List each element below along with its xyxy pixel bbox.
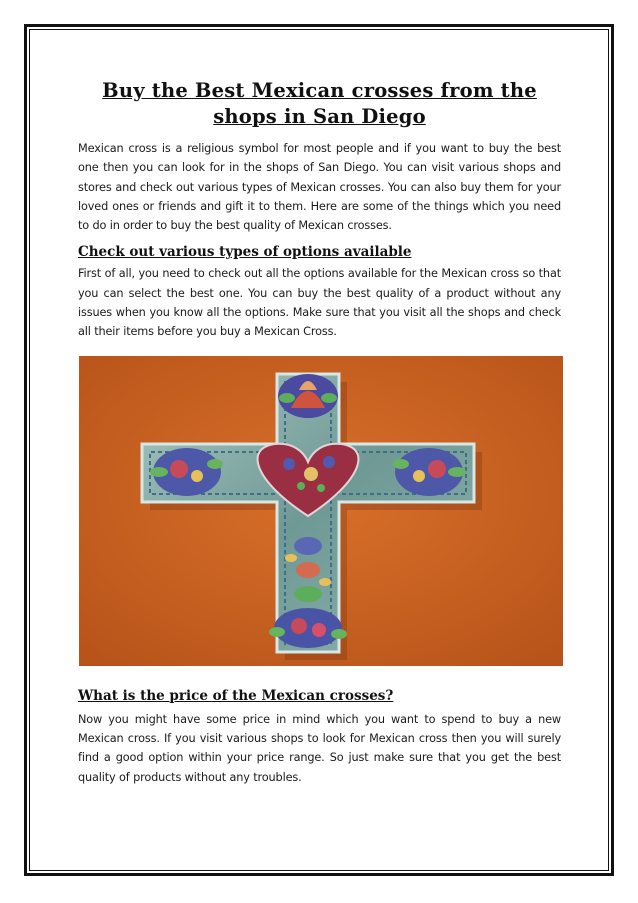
section-heading-options: Check out various types of options available — [78, 244, 412, 261]
intro-paragraph: Mexican cross is a religious symbol for most people and if you want to buy the best one then you can look for in the shops of San Diego. You can visit various shops and stores and check out various types of Mexican crosses. You can also buy them for your loved ones or friends and gift it to them. Here are some of the things which you need to do in order to buy the best quality of Mexican crosses. — [78, 142, 561, 233]
document-body — [78, 78, 561, 787]
section-heading-price: What is the price of the Mexican crosses? — [78, 687, 394, 704]
top-flower-ornament — [278, 374, 338, 418]
section-body-price: Now you might have some price in mind which you want to spend to buy a new Mexican cross. If you visit various shops to look for Mexican cross then you will surely find a good option within your price range. So just make sure that you get the best quality of products without any troubles. — [78, 712, 561, 784]
mexican-cross-photo — [79, 356, 563, 666]
cross-illustration — [79, 356, 563, 666]
section-body-options: First of all, you need to check out all the options available for the Mexican cross so that you can select the best one. You can buy the best quality of a product without any issues when you know all the options. Make sure that you visit all the shops and check all their items before you buy a Mexican Cross. — [78, 267, 561, 339]
document-title: Buy the Best Mexican crosses from the shops in San Diego — [102, 79, 537, 128]
